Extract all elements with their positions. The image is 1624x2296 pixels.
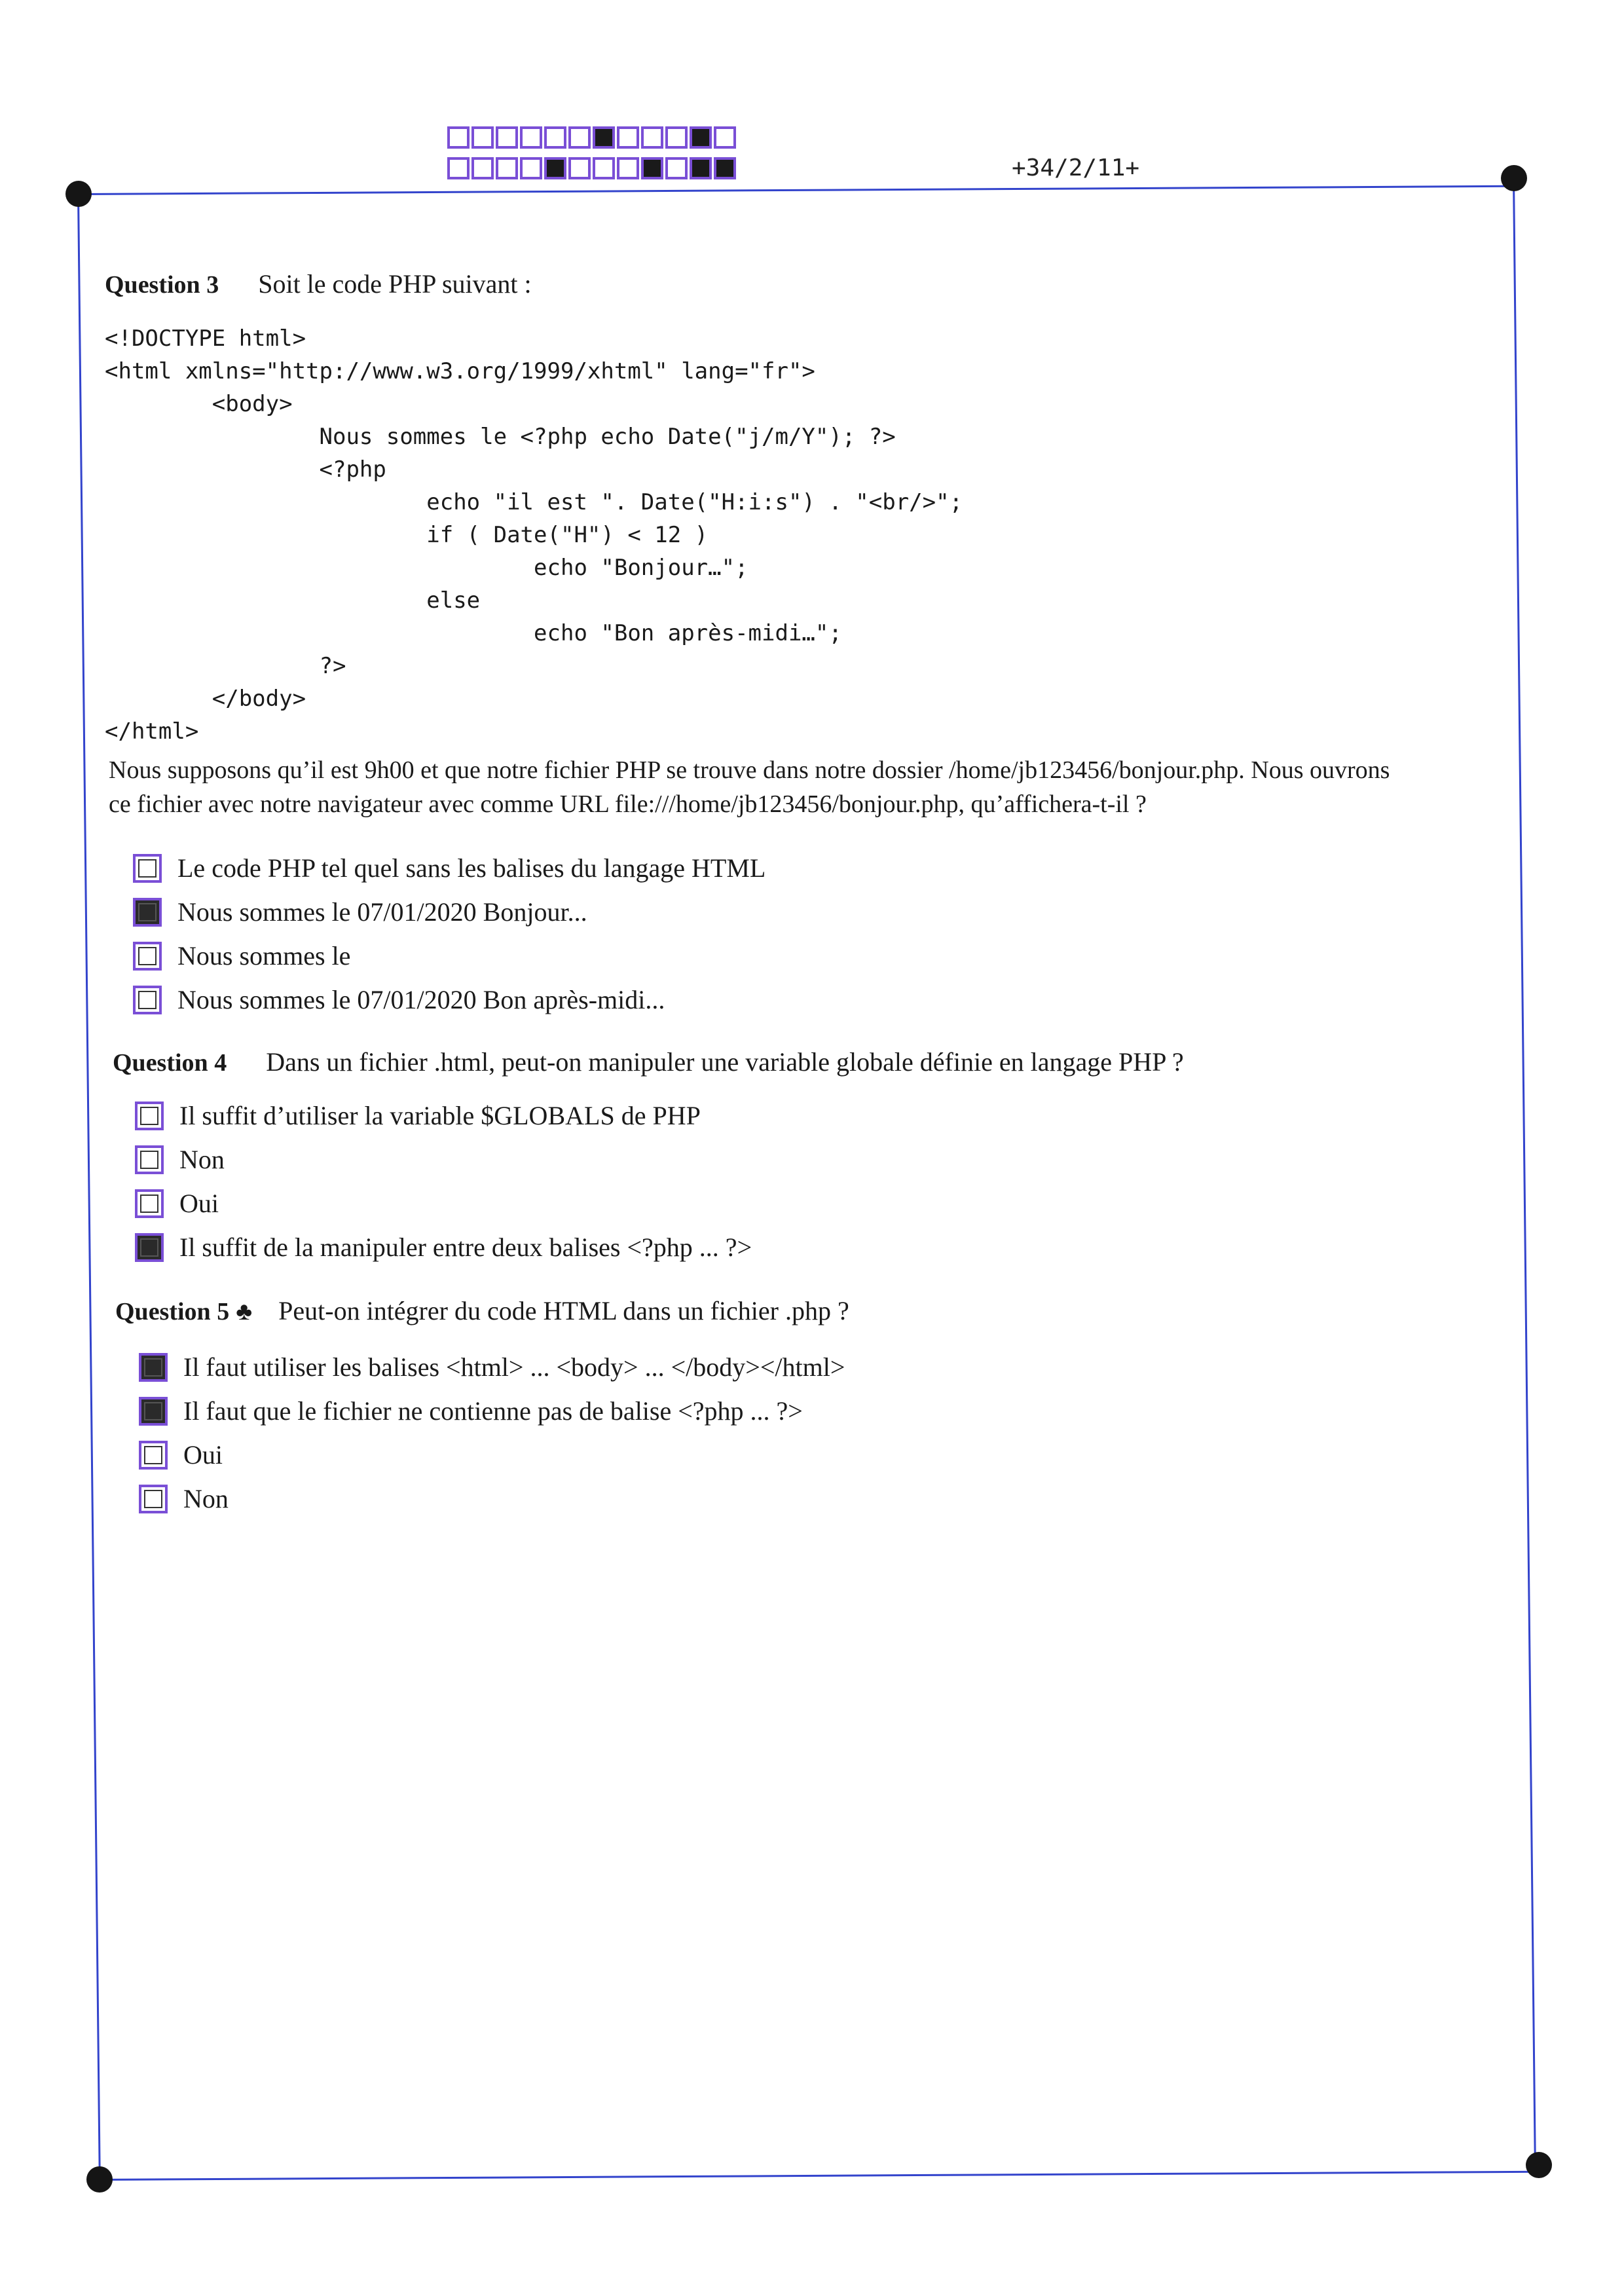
answer-option[interactable] — [133, 853, 766, 883]
checkbox-unchecked[interactable] — [133, 986, 162, 1014]
php-code-block — [105, 322, 963, 748]
barcode-cell — [544, 126, 566, 149]
code-line: if ( Date("H") < 12 ) — [105, 522, 709, 548]
description-line-1: Nous supposons qu’il est 9h00 et que notre fichier PHP se trouve dans notre dossier /home/jb123456/bonjour.php. Nous ouvrons — [109, 756, 1390, 784]
question-4-prompt: Dans un fichier .html, peut-on manipuler une variable globale définie en langage PHP ? — [266, 1047, 1184, 1077]
barcode-cell — [617, 157, 639, 179]
checkbox-unchecked[interactable] — [135, 1102, 164, 1130]
question-5-prompt: Peut-on intégrer du code HTML dans un fichier .php ? — [278, 1296, 849, 1325]
question-4-title: Question 4 — [113, 1049, 227, 1077]
barcode-bottom — [447, 157, 738, 179]
answer-option[interactable] — [139, 1352, 845, 1382]
corner-mark-top-right — [1501, 165, 1527, 191]
checkbox-checked[interactable] — [133, 898, 162, 927]
answer-label: Nous sommes le 07/01/2020 Bon après-midi... — [177, 985, 665, 1014]
answer-option[interactable] — [139, 1396, 803, 1426]
answer-option[interactable] — [133, 897, 587, 927]
answer-label: Non — [179, 1145, 225, 1174]
barcode-cell — [690, 157, 712, 179]
checkbox-checked[interactable] — [135, 1233, 164, 1262]
barcode-cell — [544, 157, 566, 179]
answer-label: Il faut que le fichier ne contienne pas de balise <?php ... ?> — [183, 1396, 803, 1426]
answer-label: Il suffit d’utiliser la variable $GLOBALS de PHP — [179, 1101, 701, 1130]
page-id: +34/2/11+ — [1012, 155, 1140, 181]
code-line: <!DOCTYPE html> — [105, 325, 306, 352]
checkbox-checked[interactable] — [139, 1397, 168, 1426]
code-line: Nous sommes le <?php echo Date("j/m/Y"); ?> — [105, 424, 896, 450]
barcode-cell — [568, 126, 591, 149]
checkbox-unchecked[interactable] — [133, 854, 162, 883]
barcode-cell — [520, 126, 542, 149]
corner-mark-bottom-left — [86, 2166, 113, 2193]
corner-mark-top-left — [65, 181, 92, 207]
barcode-cell — [714, 157, 736, 179]
code-line: echo "Bon après-midi…"; — [105, 620, 842, 646]
code-line: else — [105, 587, 481, 614]
answer-label: Nous sommes le 07/01/2020 Bonjour... — [177, 897, 587, 927]
answer-label: Il faut utiliser les balises <html> ... <body> ... </body></html> — [183, 1352, 845, 1382]
barcode-cell — [617, 126, 639, 149]
code-line: <?php — [105, 456, 386, 483]
question-3-description — [109, 753, 1510, 821]
code-line: ?> — [105, 653, 346, 679]
barcode-cell — [690, 126, 712, 149]
code-line: echo "il est ". Date("H:i:s") . "<br/>"; — [105, 489, 963, 515]
answer-label: Non — [183, 1484, 229, 1513]
answer-option[interactable] — [135, 1100, 701, 1131]
corner-mark-bottom-right — [1526, 2152, 1552, 2178]
checkbox-unchecked[interactable] — [139, 1441, 168, 1470]
answer-option[interactable] — [135, 1188, 219, 1219]
description-line-2: ce fichier avec notre navigateur avec comme URL file:///home/jb123456/bonjour.php, qu’affichera-t-il ? — [109, 790, 1147, 818]
answer-label: Il suffit de la manipuler entre deux balises <?php ... ?> — [179, 1232, 752, 1262]
barcode-cell — [665, 126, 688, 149]
barcode-cell — [496, 157, 518, 179]
checkbox-checked[interactable] — [139, 1353, 168, 1382]
barcode-cell — [471, 157, 494, 179]
code-line: <body> — [105, 391, 293, 417]
question-3-prompt: Soit le code PHP suivant : — [258, 269, 532, 299]
answer-option[interactable] — [133, 984, 665, 1015]
code-line: </body> — [105, 686, 306, 712]
barcode-cell — [593, 126, 615, 149]
answer-option[interactable] — [135, 1232, 752, 1263]
barcode-cell — [496, 126, 518, 149]
barcode-cell — [447, 126, 470, 149]
answer-label: Nous sommes le — [177, 941, 351, 971]
barcode-cell — [665, 157, 688, 179]
answer-label: Le code PHP tel quel sans les balises du langage HTML — [177, 853, 766, 883]
answer-label: Oui — [183, 1440, 223, 1470]
code-line: echo "Bonjour…"; — [105, 555, 748, 581]
code-line: <html xmlns="http://www.w3.org/1999/xhtml" lang="fr"> — [105, 358, 815, 384]
answer-option[interactable] — [139, 1483, 229, 1514]
barcode-cell — [471, 126, 494, 149]
code-line: </html> — [105, 718, 199, 745]
checkbox-unchecked[interactable] — [135, 1189, 164, 1218]
barcode-cell — [568, 157, 591, 179]
club-icon: ♣ — [236, 1298, 253, 1325]
barcode-cell — [447, 157, 470, 179]
checkbox-unchecked[interactable] — [133, 942, 162, 971]
checkbox-unchecked[interactable] — [135, 1145, 164, 1174]
barcode-top — [447, 126, 738, 149]
barcode-cell — [641, 157, 663, 179]
barcode-cell — [593, 157, 615, 179]
answer-option[interactable] — [133, 940, 350, 971]
answer-option[interactable] — [139, 1439, 223, 1470]
barcode-cell — [714, 126, 736, 149]
answer-option[interactable] — [135, 1144, 225, 1175]
checkbox-unchecked[interactable] — [139, 1485, 168, 1513]
barcode-cell — [641, 126, 663, 149]
answer-label: Oui — [179, 1189, 219, 1218]
question-5-title: Question 5 — [115, 1298, 230, 1325]
barcode-cell — [520, 157, 542, 179]
question-3-title: Question 3 — [105, 271, 219, 299]
